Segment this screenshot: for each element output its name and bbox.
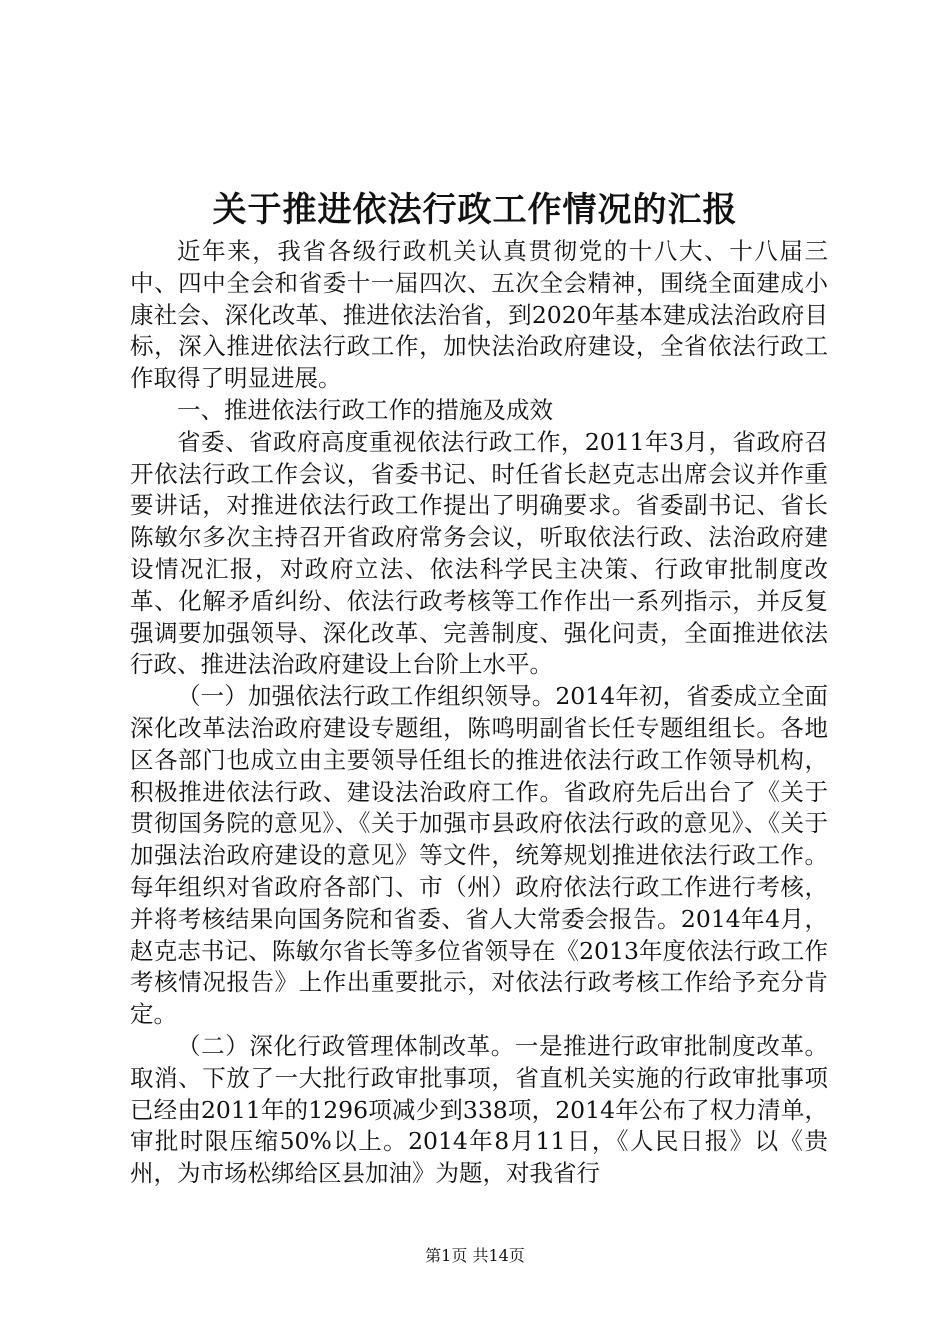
section-heading: 一、推进依法行政工作的措施及成效 (177, 395, 553, 424)
document-title: 关于推进依法行政工作情况的汇报 (212, 190, 738, 230)
page-footer: 第1页 共14页 (425, 1246, 525, 1265)
document-body (130, 236, 828, 1190)
paragraph-reform: （二）深化行政管理体制改革。一是推进行政审批制度改革。取消、下放了一大批行政审批事项，省直机关实施的行政审批事项已经由2011年的1296项减少到338项，2014年公布了权力清单，审批时限压缩50%以上。2014年8月11日，《人民日报》以《贵州，为市场松绑给区县加油》为题，对我省行 (130, 1031, 828, 1188)
paragraph-measures: 省委、省政府高度重视依法行政工作，2011年3月，省政府召开依法行政工作会议，省委书记、时任省长赵克志出席会议并作重要讲话，对推进依法行政工作提出了明确要求。省委副书记、省长陈敏尔多次主持召开省政府常务会议，听取依法行政、法治政府建设情况汇报，对政府立法、依法科学民主决策、行政审批制度改革、化解矛盾纠纷、依法行政考核等工作作出一系列指示，并反复强调要加强领导、深化改革、完善制度、强化问责，全面推进依法行政、推进法治政府建设上台阶上水平。 (130, 427, 828, 679)
paragraph-intro: 近年来，我省各级行政机关认真贯彻党的十八大、十八届三中、四中全会和省委十一届四次、五次全会精神，围绕全面建成小康社会、深化改革、推进依法治省，到2020年基本建成法治政府目标，深入推进依法行政工作，加快法治政府建设，全省依法行政工作取得了明显进展。 (130, 237, 828, 393)
paragraph-leadership: （一）加强依法行政工作组织领导。2014年初，省委成立全面深化改革法治政府建设专题组，陈鸣明副省长任专题组组长。各地区各部门也成立由主要领导任组长的推进依法行政工作领导机构，积极推进依法行政、建设法治政府工作。省政府先后出台了《关于贯彻国务院的意见》、《关于加强市县政府依法行政的意见》、《关于加强法治政府建设的意见》等文件，统筹规划推进依法行政工作。每年组织对省政府各部门、市（州）政府依法行政工作进行考核，并将考核结果向国务院和省委、省人大常委会报告。2014年4月，赵克志书记、陈敏尔省长等多位省领导在《2013年度依法行政工作考核情况报告》上作出重要批示，对依法行政考核工作给予充分肯定。 (130, 682, 828, 1029)
